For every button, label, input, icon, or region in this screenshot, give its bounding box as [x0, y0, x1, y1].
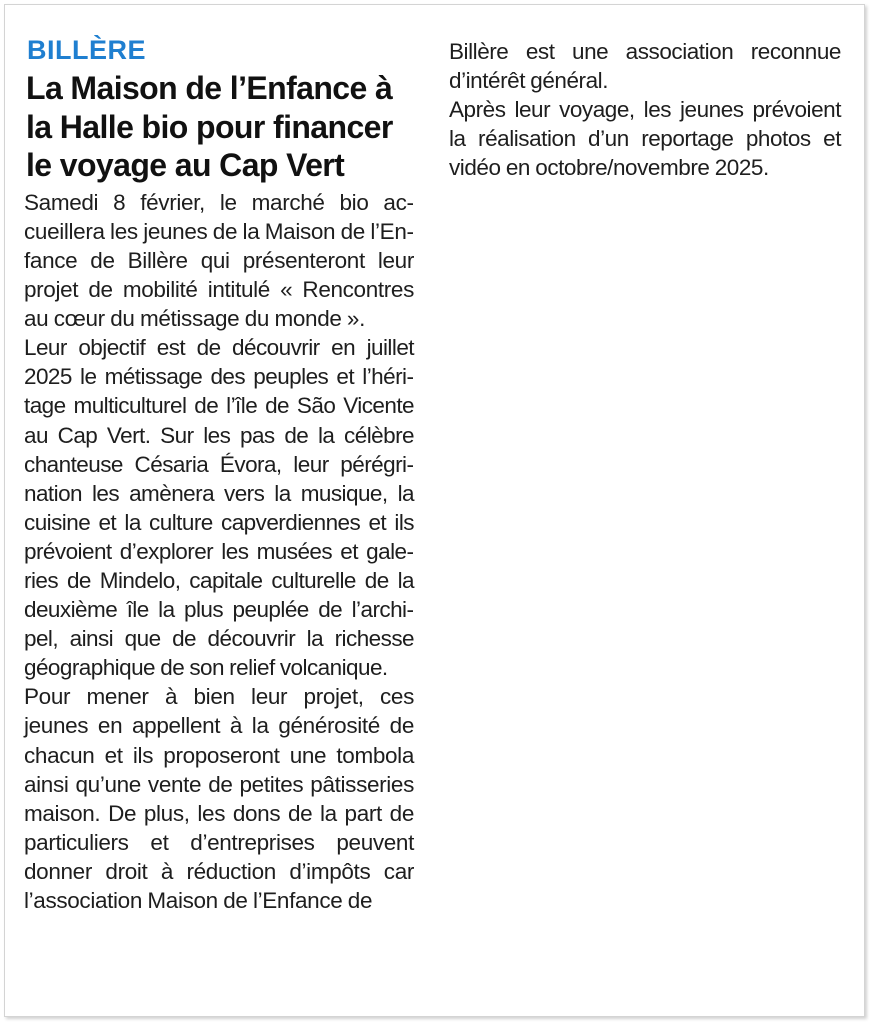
- article-paragraph: Samedi 8 février, le marché bio accueillera les jeunes de la Maison de l’Enfance de Billère qui présenteront leur projet de mobilité intitulé « Rencontres au cœur du métissage du monde ».: [24, 189, 414, 332]
- article-frame: [4, 4, 865, 1017]
- article-paragraph: Leur objectif est de découvrir en juillet 2025 le métissage des peuples et l’héritage multiculturel de l’île de São Vicente au Cap Vert. Sur les pas de la célèbre chanteuse Césaria Évora, leur pérégrination les amènera vers la musique, la cuisine et la culture capverdiennes et ils prévoient d’explorer les musées et galeries de Mindelo, capitale culturelle de la deuxième île la plus peuplée de l’archipel, ainsi que de découvrir la richesse géographique de son relief volcanique.: [24, 335, 414, 681]
- article-paragraph: Pour mener à bien leur projet, ces jeunes en appellent à la générosité de chacun et ils proposeront une tombola ainsi qu’une vente de petites pâtisseries maison. De plus, les dons de la part de particuliers et d’entreprises peuvent donner droit à réduction d’impôts car l’association Maison de l’Enfance de: [24, 684, 414, 914]
- article-kicker: BILLÈRE: [27, 35, 147, 65]
- article-paragraph: Après leur voyage, les jeunes prévoient la réalisation d’un reportage photos et vidéo en octobre/novembre 2025.: [449, 97, 841, 181]
- article-left-column: [24, 35, 414, 915]
- article-right-column: [449, 37, 841, 182]
- article-paragraph: Billère est une association reconnue d’intérêt général.: [449, 39, 841, 94]
- article-headline: La Maison de l’Enfance à la Halle bio pour financer le voyage au Cap Vert: [26, 70, 393, 184]
